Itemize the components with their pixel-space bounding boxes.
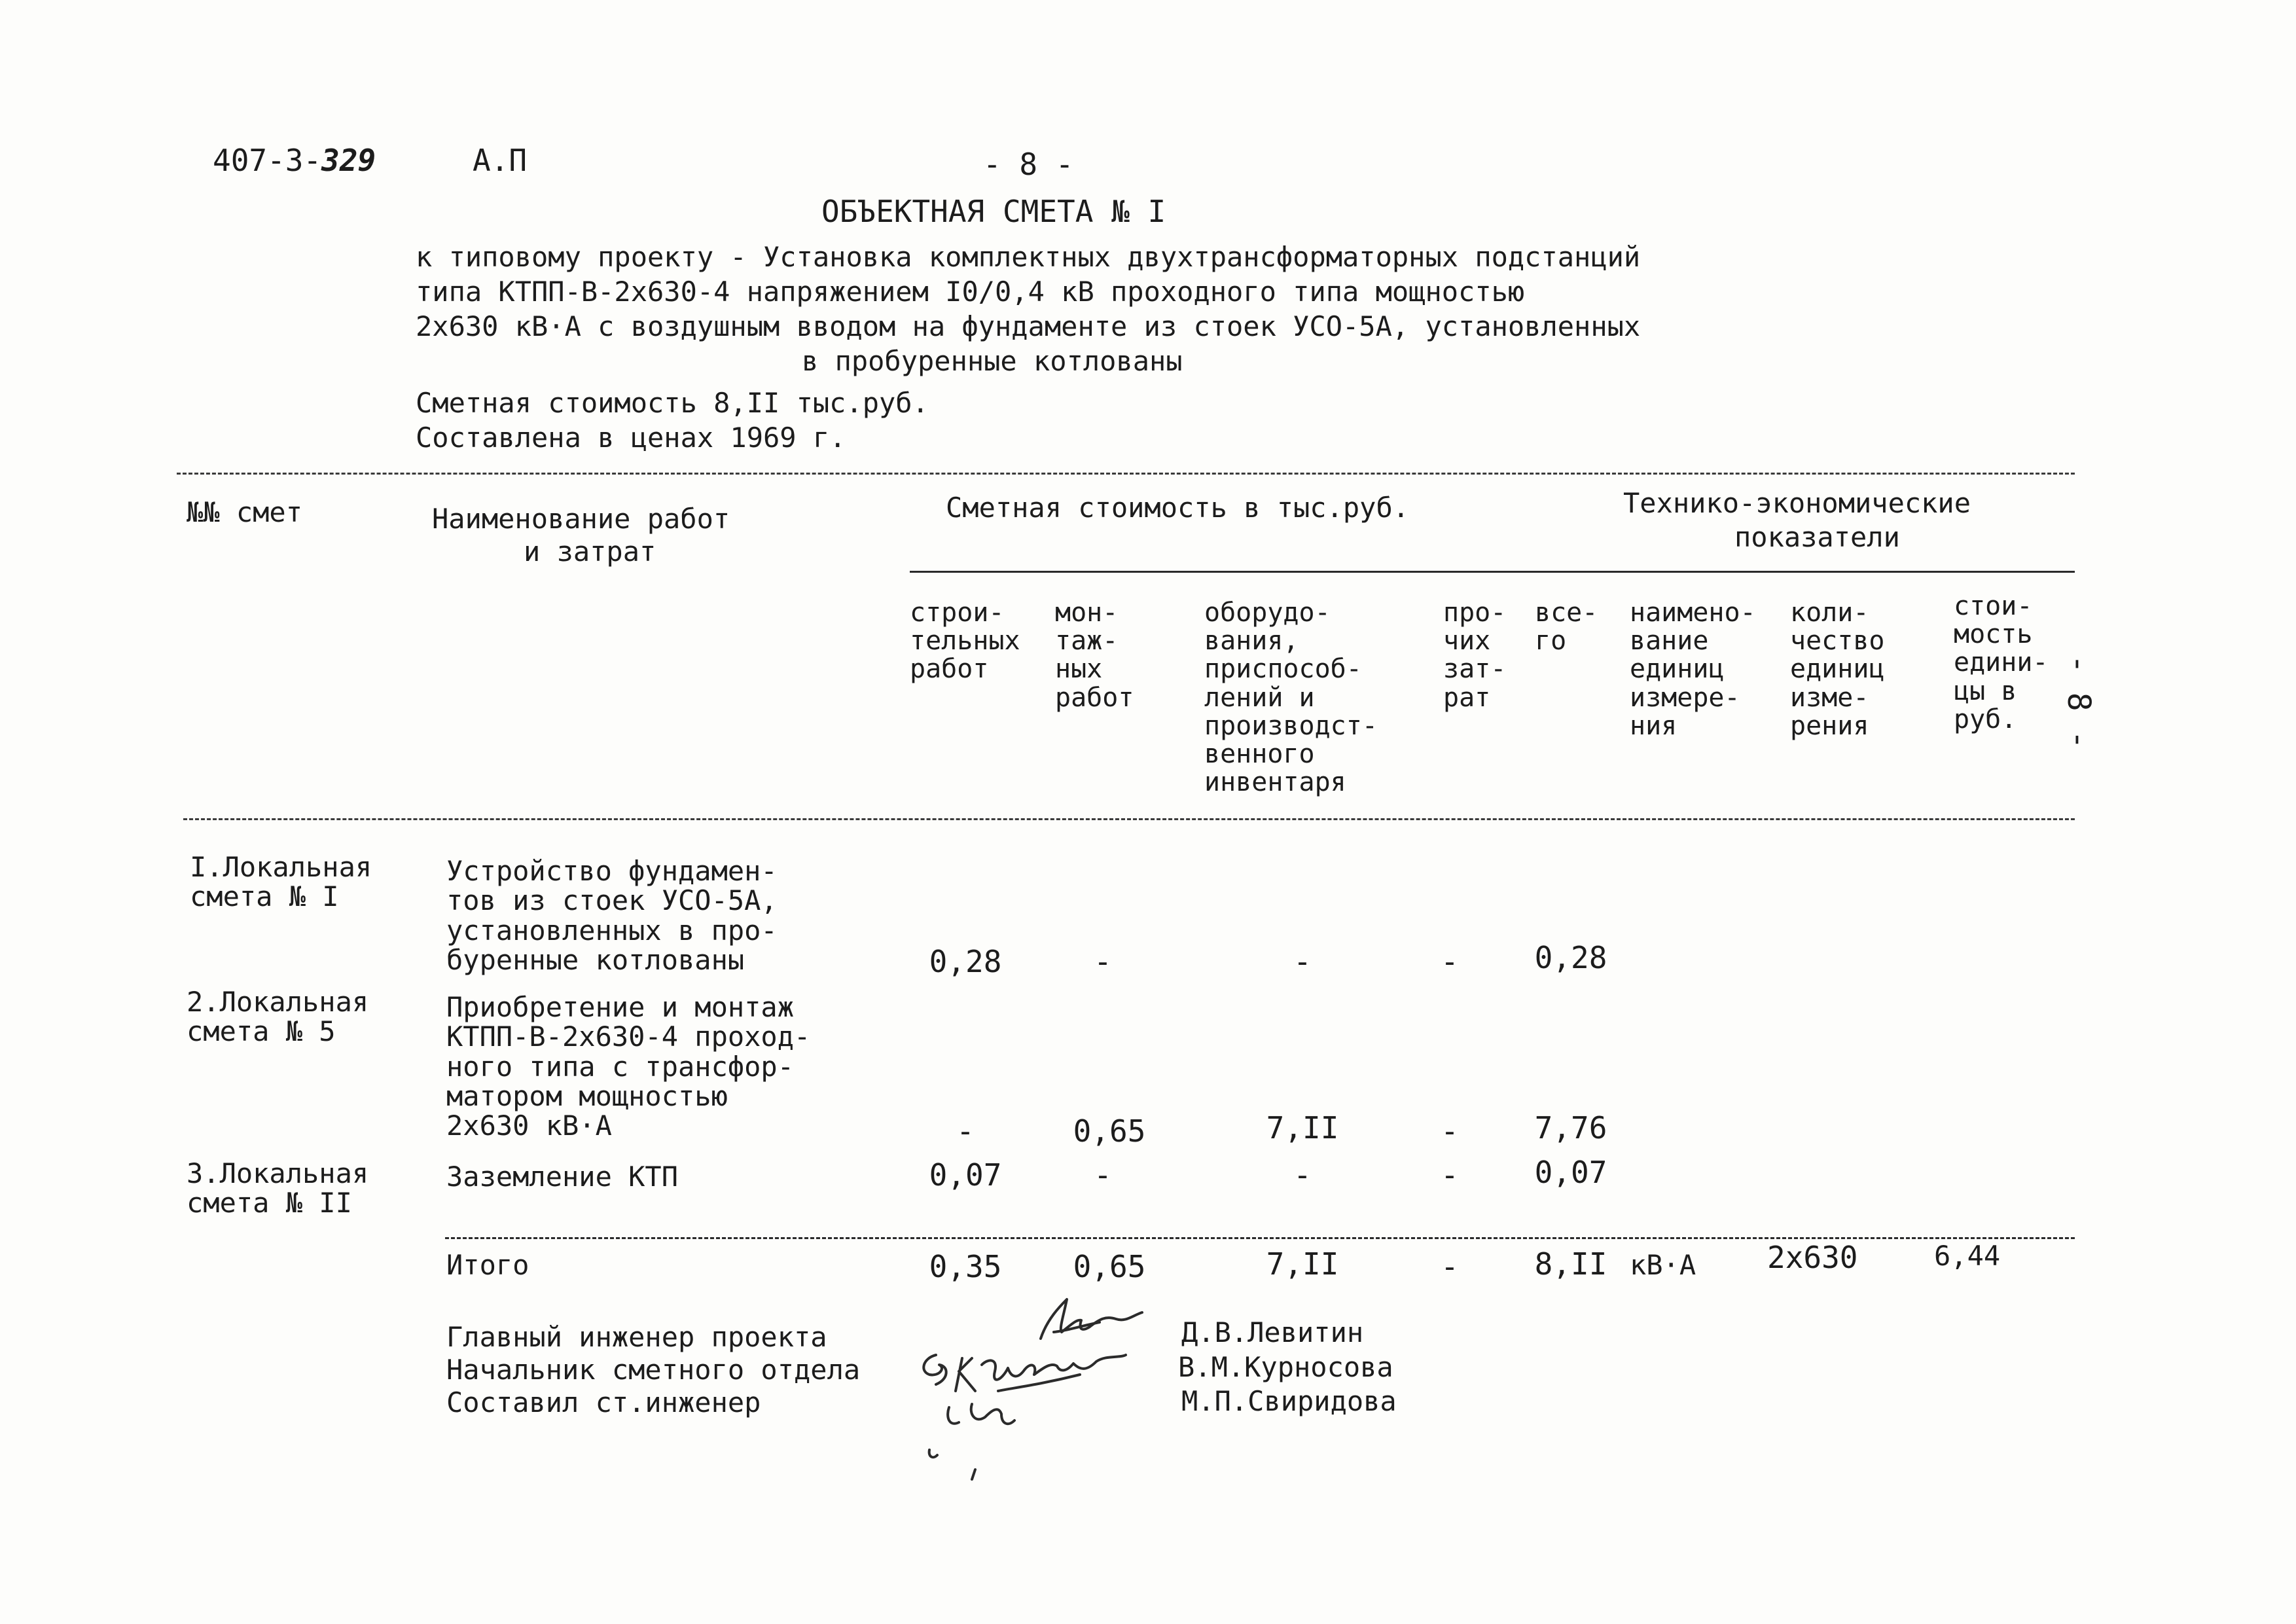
side-page-mark: - 8 - (2060, 655, 2097, 749)
row1-num: I.Локальная смета № I (190, 851, 372, 913)
row1-total: 0,28 (1534, 940, 1607, 975)
row3-equipment: - (1293, 1157, 1312, 1193)
estimate-cost-line: Сметная стоимость 8,II тыс.руб. (416, 387, 929, 419)
col-header-name-line2: и затрат (524, 535, 656, 568)
row2-construction: - (956, 1113, 975, 1149)
subtitle-line-4: в пробуренные котлованы (802, 345, 1183, 377)
col-header-name-line1: Наименование работ (432, 503, 730, 535)
signature-role-2: Начальник сметного отдела (446, 1354, 861, 1386)
signature-name-1: Д.В.Левитин (1181, 1316, 1364, 1348)
total-unit-name: кВ·А (1630, 1249, 1696, 1281)
row3-total: 0,07 (1534, 1155, 1607, 1190)
subheader-unit-cost: стои- мость едини- цы в руб. (1954, 591, 2049, 734)
subheader-unit-name: наимено- вание единиц измере- ния (1630, 598, 1756, 741)
document-code (213, 143, 376, 178)
subheader-total: все- го (1535, 598, 1598, 657)
signature-name-3: М.П.Свиридова (1181, 1385, 1397, 1417)
subtitle-line-3: 2х630 кВ·А с воздушным вводом на фундаменте из стоек УСО-5А, установленных (416, 310, 1641, 342)
row1-other: - (1441, 944, 1459, 979)
table-group-rule (910, 571, 2075, 573)
total-other: - (1441, 1249, 1459, 1284)
prices-line: Составлена в ценах 1969 г. (416, 422, 846, 454)
table-top-rule (177, 473, 2075, 475)
row2-equipment: 7,II (1266, 1110, 1339, 1146)
signature-strokes (924, 1299, 1142, 1479)
signature-role-1: Главный инженер проекта (446, 1321, 827, 1353)
signature-name-2: В.М.Курносова (1178, 1351, 1393, 1383)
total-installation: 0,65 (1073, 1249, 1146, 1284)
row1-equipment: - (1293, 944, 1312, 979)
group-header-tech-line2: показатели (1734, 521, 1900, 553)
subheader-installation: мон- таж- ных работ (1055, 598, 1134, 713)
total-label: Итого (446, 1249, 529, 1281)
row3-name: Заземление КТП (446, 1161, 679, 1193)
row3-installation: - (1094, 1157, 1112, 1193)
subtitle-line-1: к типовому проекту - Установка комплектных двухтрансформаторных подстанций (416, 241, 1641, 273)
row2-other: - (1441, 1113, 1459, 1149)
document-code-number: 329 (321, 143, 376, 178)
subheader-unit-qty: коли- чество единиц изме- рения (1790, 598, 1885, 741)
row3-other: - (1441, 1157, 1459, 1193)
subheader-other: про- чих зат- рат (1443, 598, 1507, 713)
subheader-construction: строи- тельных работ (910, 598, 1020, 685)
row3-construction: 0,07 (929, 1157, 1002, 1193)
signature-role-3: Составил ст.инженер (446, 1386, 761, 1418)
row2-num: 2.Локальная смета № 5 (187, 986, 369, 1048)
total-total: 8,II (1534, 1246, 1607, 1282)
total-unit-cost: 6,44 (1934, 1240, 2001, 1272)
row1-construction: 0,28 (929, 944, 1002, 979)
total-unit-qty: 2х630 (1767, 1240, 1858, 1275)
total-construction: 0,35 (929, 1249, 1002, 1284)
document-code-prefix: 407-3- (213, 143, 322, 178)
row1-name: Устройство фундамен- тов из стоек УСО-5А, установленных в про- буренные котлованы (446, 855, 778, 977)
estimate-title: ОБЪЕКТНАЯ СМЕТА № I (821, 194, 1166, 229)
total-rule (445, 1237, 2075, 1239)
page-number: - 8 - (983, 147, 1074, 182)
row2-total: 7,76 (1534, 1110, 1607, 1146)
subheader-equipment: оборудо- вания, приспособ- лений и производст- венного инвентаря (1204, 598, 1378, 798)
row2-installation: 0,65 (1073, 1113, 1146, 1149)
album-label: А.П (473, 143, 528, 178)
subtitle-line-2: типа КТПП-В-2х630-4 напряжением I0/0,4 кВ проходного типа мощностью (416, 276, 1525, 308)
col-header-num: №№ смет (187, 496, 303, 528)
row2-name: Приобретение и монтаж КТПП-В-2х630-4 проход- ного типа с трансфор- матором мощностью 2х630 кВ·А (446, 991, 811, 1142)
group-header-tech-line1: Технико-экономические (1623, 487, 1971, 519)
total-equipment: 7,II (1266, 1246, 1339, 1282)
handwritten-signatures (910, 1293, 1211, 1489)
table-header-bottom-rule (183, 818, 2075, 820)
row3-num: 3.Локальная смета № II (187, 1157, 369, 1219)
group-header-cost: Сметная стоимость в тыс.руб. (946, 492, 1410, 524)
row1-installation: - (1094, 944, 1112, 979)
